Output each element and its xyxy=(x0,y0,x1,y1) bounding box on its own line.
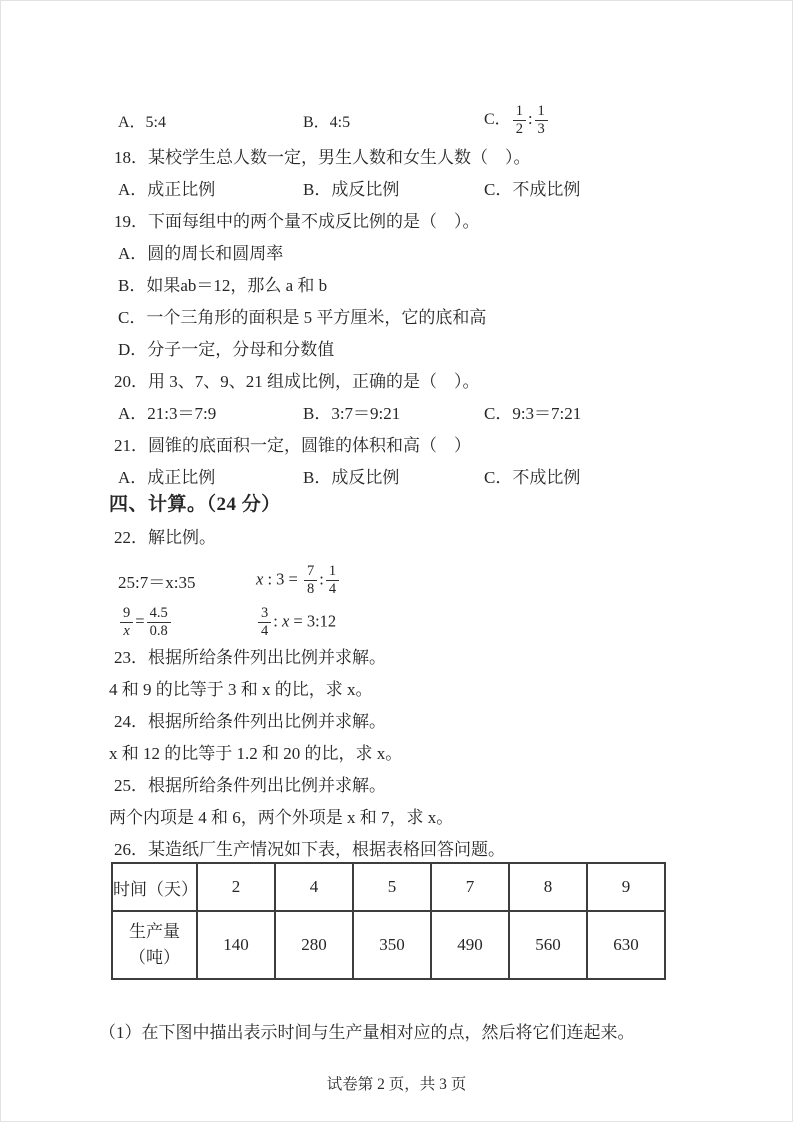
fraction-denominator: 8 xyxy=(304,580,317,598)
question-21-option-b: B．成反比例 xyxy=(303,468,400,487)
question-25-condition: 两个内项是 4 和 6，两个外项是 x 和 7，求 x。 xyxy=(109,808,454,827)
table-cell-output: 280 xyxy=(275,911,353,979)
question-19-option-b: B．如果ab＝12，那么 a 和 b xyxy=(118,276,328,295)
question-26-sub1: （1）在下图中描出表示时间与生产量相对应的点，然后将它们连起来。 xyxy=(99,1023,635,1042)
equation-row-2 xyxy=(118,601,712,643)
fraction-denominator: x xyxy=(120,622,132,640)
ratio-colon: : xyxy=(319,568,324,588)
question-20-option-c: C．9:3＝7:21 xyxy=(484,404,582,423)
table-cell-output: 630 xyxy=(587,911,665,979)
question-20-option-b: B．3:7＝9:21 xyxy=(303,404,401,423)
prev-option-b: B．4:5 xyxy=(303,113,351,131)
fraction-denominator: 2 xyxy=(513,120,526,138)
table-header-output-line2: （吨） xyxy=(129,948,180,967)
question-21-text: 21．圆锥的底面积一定，圆锥的体积和高（ ） xyxy=(114,436,471,455)
table-cell-output: 140 xyxy=(197,911,275,979)
table-cell-time: 9 xyxy=(587,863,665,911)
fraction-denominator: 4 xyxy=(258,622,271,640)
table-cell-time: 4 xyxy=(275,863,353,911)
question-22-text: 22．解比例。 xyxy=(114,528,216,547)
question-21-option-c: C．不成比例 xyxy=(484,468,581,487)
table-header-output xyxy=(112,911,197,979)
fraction xyxy=(535,103,548,138)
fraction-numerator: 1 xyxy=(537,102,545,119)
fraction-numerator: 1 xyxy=(328,562,337,579)
fraction xyxy=(258,605,271,640)
equation-4-rhs: = 3:12 xyxy=(289,610,337,630)
equation-1: 25:7＝x:35 xyxy=(118,572,196,592)
question-19-option-a: A．圆的周长和圆周率 xyxy=(118,244,284,263)
fraction-numerator: 9 xyxy=(123,604,131,621)
equation-2 xyxy=(256,563,341,598)
question-18-option-b: B．成反比例 xyxy=(303,180,400,199)
fraction-denominator: 0.8 xyxy=(147,622,171,640)
page-footer: 试卷第 2 页，共 3 页 xyxy=(326,1076,467,1093)
question-18-option-a: A．成正比例 xyxy=(118,180,216,199)
table-cell-output: 560 xyxy=(509,911,587,979)
equation-2-operator: : 3 = xyxy=(263,568,302,588)
table-cell-output: 490 xyxy=(431,911,509,979)
ratio-colon: : xyxy=(273,610,278,630)
question-20-option-a: A．21:3＝7:9 xyxy=(118,404,217,423)
prev-option-a: A．5:4 xyxy=(118,113,167,131)
question-19-option-c: C．一个三角形的面积是 5 平方厘米，它的底和高 xyxy=(118,308,487,327)
question-25-text: 25．根据所给条件列出比例并求解。 xyxy=(114,776,386,795)
prev-option-c-label: C． xyxy=(484,110,511,128)
prev-question-options-row xyxy=(118,97,712,143)
question-21-options-row xyxy=(118,467,712,488)
table-header-time: 时间（天） xyxy=(112,863,197,911)
table-cell-time: 5 xyxy=(353,863,431,911)
table-row-time xyxy=(112,863,665,911)
fraction xyxy=(304,563,317,598)
table-cell-time: 8 xyxy=(509,863,587,911)
production-table xyxy=(111,862,666,980)
fraction-numerator: 7 xyxy=(306,562,315,579)
question-24-text: 24．根据所给条件列出比例并求解。 xyxy=(114,712,386,731)
table-header-output-line1: 生产量 xyxy=(129,922,180,941)
table-cell-output: 350 xyxy=(353,911,431,979)
fraction-numerator: 1 xyxy=(515,102,523,119)
question-20-text: 20．用 3、7、9、21 组成比例，正确的是（ ）。 xyxy=(114,372,480,391)
fraction-numerator: 3 xyxy=(261,604,269,621)
equation-2-variable: x xyxy=(256,568,264,588)
question-18-option-c: C．不成比例 xyxy=(484,180,581,199)
table-row-output xyxy=(112,911,665,979)
question-18-options-row xyxy=(118,179,712,200)
question-24-condition: x 和 12 的比等于 1.2 和 20 的比，求 x。 xyxy=(109,744,403,763)
equation-4 xyxy=(256,605,336,640)
fraction xyxy=(147,605,171,640)
fraction-numerator: 4.5 xyxy=(149,604,168,621)
prev-option-c xyxy=(484,103,712,138)
question-23-condition: 4 和 9 的比等于 3 和 x 的比，求 x。 xyxy=(109,680,373,699)
table-cell-time: 7 xyxy=(431,863,509,911)
section-4-heading: 四、计算。（24 分） xyxy=(109,494,281,515)
question-18-text: 18．某校学生总人数一定，男生人数和女生人数（ ）。 xyxy=(114,148,531,167)
fraction xyxy=(326,563,339,598)
equals-sign: = xyxy=(135,610,145,630)
question-19-option-d: D．分子一定，分母和分数值 xyxy=(118,340,335,359)
fraction xyxy=(513,103,526,138)
fraction xyxy=(120,605,133,640)
equation-row-1 xyxy=(118,559,712,601)
question-20-options-row xyxy=(118,403,712,424)
ratio-colon: : xyxy=(527,108,533,128)
page-content xyxy=(99,97,712,1054)
equation-4-variable: x xyxy=(281,610,290,630)
question-21-option-a: A．成正比例 xyxy=(118,468,216,487)
question-26-text: 26．某造纸厂生产情况如下表，根据表格回答问题。 xyxy=(114,840,505,859)
table-cell-time: 2 xyxy=(197,863,275,911)
question-19-text: 19．下面每组中的两个量不成反比例的是（ ）。 xyxy=(114,212,480,231)
equation-3 xyxy=(118,605,256,640)
question-23-text: 23．根据所给条件列出比例并求解。 xyxy=(114,648,386,667)
fraction-denominator: 3 xyxy=(535,120,548,138)
fraction-denominator: 4 xyxy=(326,580,339,598)
